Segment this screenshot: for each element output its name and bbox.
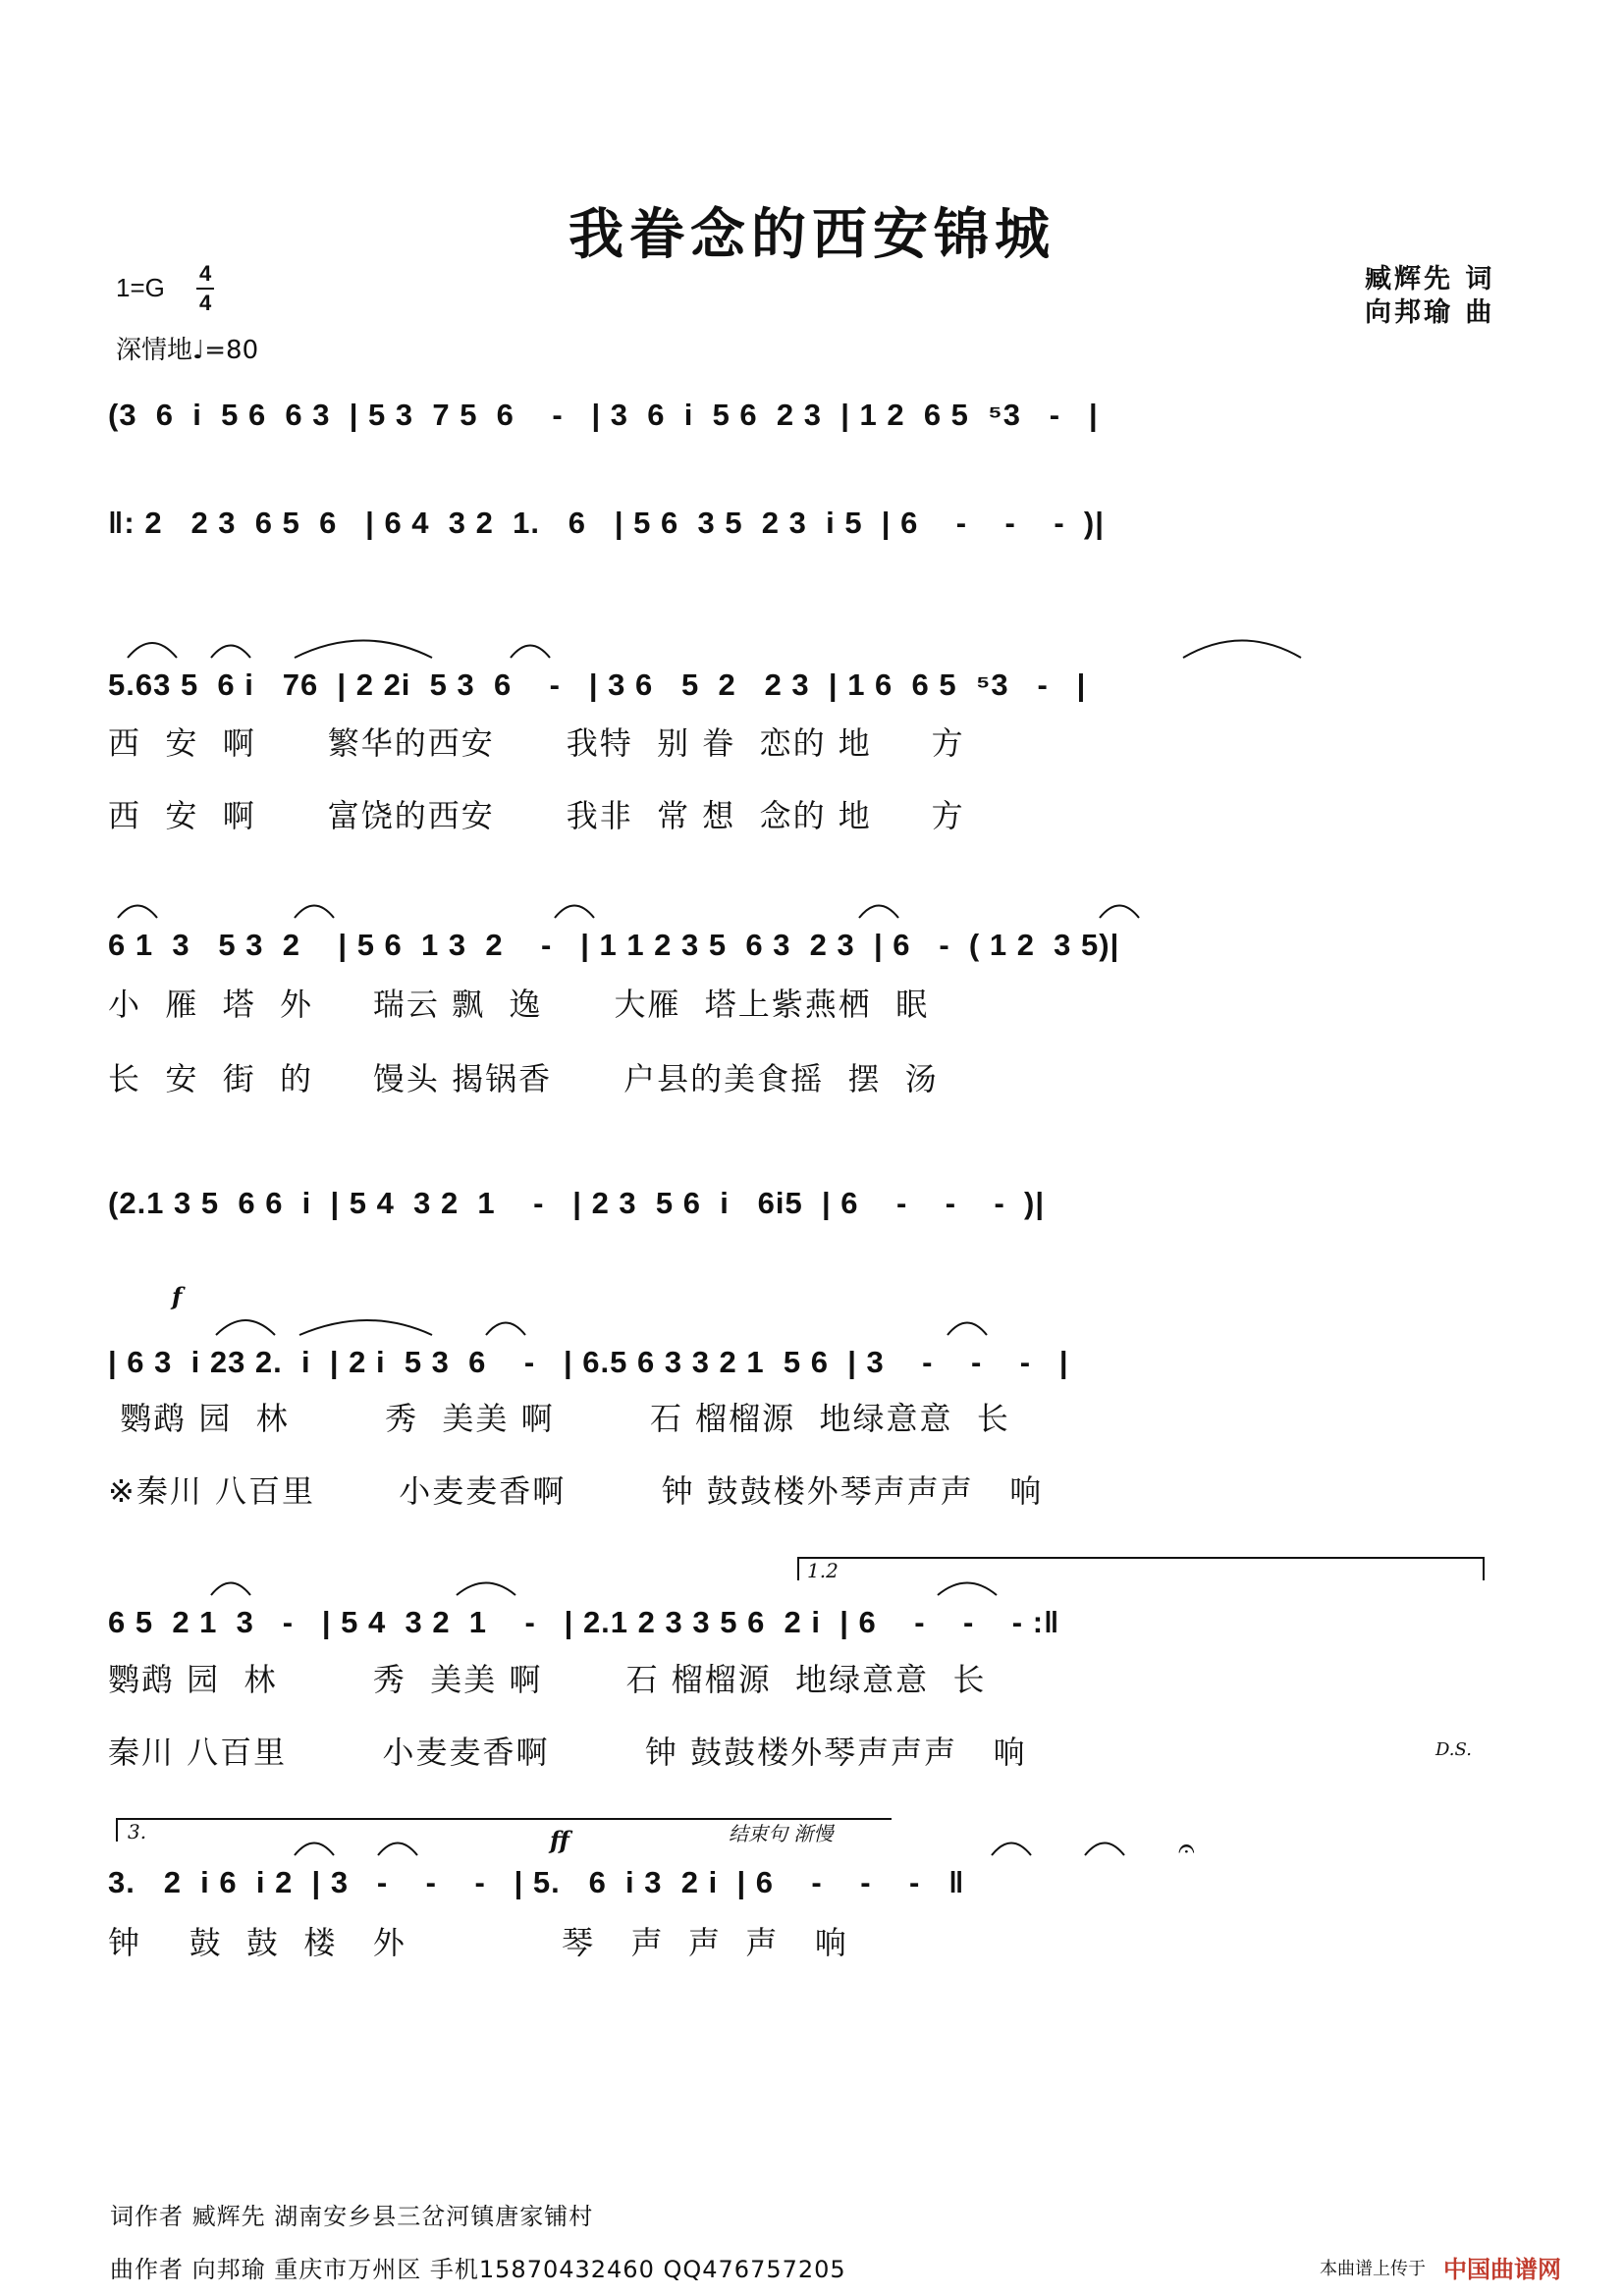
lyric-row-4-verse-2: 长 安 街 的 馒头 揭锅香 户县的美食摇 摆 汤 <box>108 1060 939 1097</box>
notation-row-2: ‖: 2 2 3 6 5 6 | 6 4 3 2 1. 6 | 5 6 3 5 2 3 i 5 | 6 - - - )| <box>108 506 1105 540</box>
lyricist-info: 词作者 臧辉先 湖南安乡县三岔河镇唐家铺村 <box>110 2203 594 2230</box>
lyricist-credit: 臧辉先 词 <box>1365 264 1495 294</box>
tempo-marking: 深情地♩=80 <box>116 336 259 365</box>
lyric-row-6-verse-2: ※秦川 八百里 小麦麦香啊 钟 鼓鼓楼外琴声声声 响 <box>108 1472 1044 1510</box>
lyric-row-7-verse-1: 鹦鹉 园 林 秀 美美 啊 石 榴榴源 地绿意意 长 <box>108 1661 987 1698</box>
lyric-row-3-verse-2: 西 安 啊 富饶的西安 我非 常 想 念的 地 方 <box>108 797 965 834</box>
fermata-icon: 𝄐 <box>1178 1832 1195 1866</box>
lyric-row-3-verse-1: 西 安 啊 繁华的西安 我特 别 眷 恋的 地 方 <box>108 724 965 762</box>
ending-ritardando: 结束句 渐慢 <box>729 1822 834 1845</box>
notation-row-5: (2.1 3 5 6 6 i | 5 4 3 2 1 - | 2 3 5 6 i 6i5 | 6 - - - )| <box>108 1186 1046 1220</box>
lyric-row-6-verse-1: 鹦鹉 园 林 秀 美美 啊 石 榴榴源 地绿意意 长 <box>108 1400 1010 1437</box>
dynamic-forte: f <box>172 1282 183 1310</box>
notation-row-6: | 6 3 i 23 2. i | 2 i 5 3 6 - | 6.5 6 3 3 2 1 5 6 | 3 - - - | <box>108 1345 1069 1379</box>
upload-note: 本曲谱上传于 <box>1320 2259 1426 2279</box>
notation-row-7: 6 5 2 1 3 - | 5 4 3 2 1 - | 2.1 2 3 3 5 6 2 i | 6 - - - :‖ <box>108 1605 1060 1639</box>
composer-credit: 向邦瑜 曲 <box>1365 297 1495 328</box>
key-signature: 1=G <box>116 273 165 302</box>
time-signature-bottom: 4 <box>199 291 212 315</box>
lyric-row-8-verse-1: 钟 鼓 鼓 楼 外 琴 声 声 声 响 <box>108 1924 848 1961</box>
lyric-row-7-verse-2: 秦川 八百里 小麦麦香啊 钟 鼓鼓楼外琴声声声 响 <box>108 1734 1027 1771</box>
volta-3-label: 3. <box>128 1820 147 1843</box>
notation-row-3: 5.63 5 6 i 76 | 2 2i 5 3 6 - | 3 6 5 2 2 3 | 1 6 6 5 ⁵3 - | <box>108 667 1087 702</box>
volta-12-label: 1.2 <box>807 1559 839 1582</box>
site-logo: 中国曲谱网 <box>1443 2256 1561 2283</box>
lyric-row-4-verse-1: 小 雁 塔 外 瑞云 飘 逸 大雁 塔上紫燕栖 眠 <box>108 986 930 1023</box>
dynamic-fortissimo: ff <box>550 1826 569 1854</box>
notation-row-8: 3. 2 i 6 i 2 | 3 - - - | 5. 6 i 3 2 i | 6 - - - ‖ <box>108 1865 965 1899</box>
dal-segno-mark: D.S. <box>1435 1739 1472 1760</box>
notation-row-1: (3 6 i 5 6 6 3 | 5 3 7 5 6 - | 3 6 i 5 6 2 3 | 1 2 6 5 ⁵3 - | <box>108 398 1099 432</box>
notation-row-4: 6 1 3 5 3 2 | 5 6 1 3 2 - | 1 1 2 3 5 6 3 2 3 | 6 - ( 1 2 3 5)| <box>108 928 1120 962</box>
time-signature-top: 4 <box>199 261 212 286</box>
composer-info: 曲作者 向邦瑜 重庆市万州区 手机15870432460 QQ476757205 <box>110 2256 846 2283</box>
score-title: 我眷念的西安锦城 <box>568 203 1056 267</box>
